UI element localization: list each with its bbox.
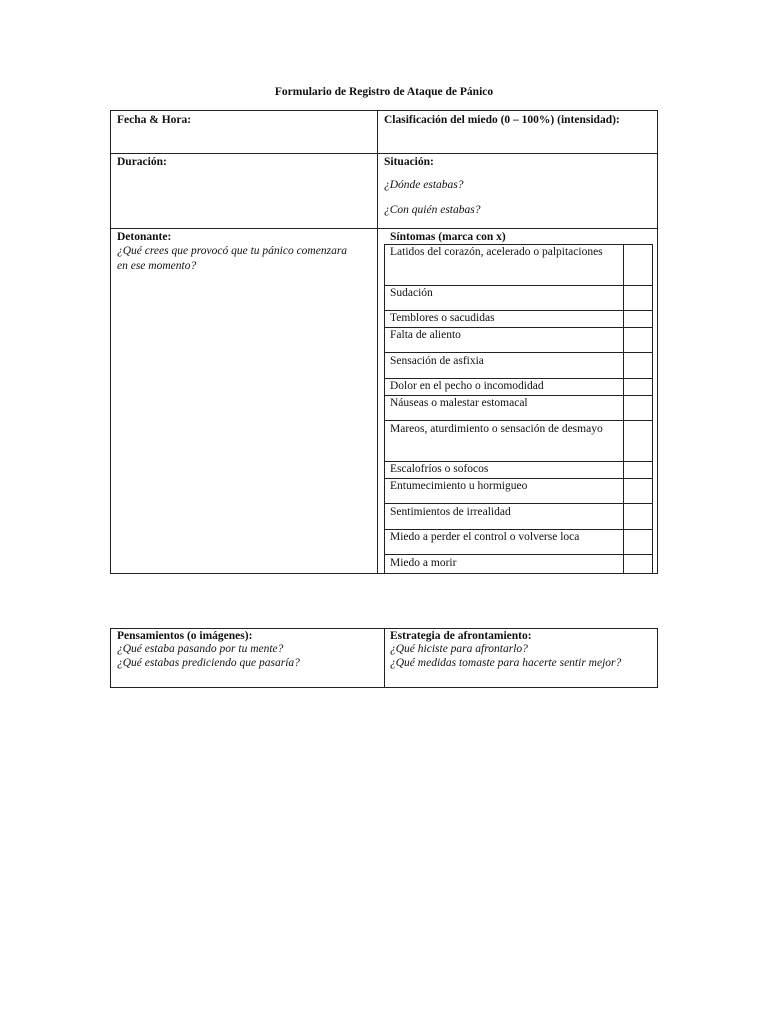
estrategia-question-cope: ¿Qué hiciste para afrontarlo? <box>390 643 528 655</box>
form-title: Formulario de Registro de Ataque de Pánico <box>274 86 494 98</box>
symptom-temblores: Temblores o sacudidas <box>390 312 495 324</box>
symptom-perder-control: Miedo a perder el control o volverse loca <box>390 531 580 543</box>
pensamientos-field[interactable]: Pensamientos (o imágenes): <box>117 630 253 642</box>
symptom-checkbox[interactable] <box>623 555 651 573</box>
column-divider <box>377 110 378 574</box>
symptom-mareos: Mareos, aturdimiento o sensación de desmayo <box>390 423 603 435</box>
symptom-checkbox[interactable] <box>623 379 651 395</box>
fecha-hora-field[interactable]: Fecha & Hora: <box>117 114 192 126</box>
symptom-nauseas: Náuseas o malestar estomacal <box>390 397 528 409</box>
symptom-irrealidad: Sentimientos de irrealidad <box>390 506 511 518</box>
clasificacion-miedo-field[interactable]: Clasificación del miedo (0 – 100%) (intensidad): <box>384 114 620 126</box>
symptom-miedo-morir: Miedo a morir <box>390 557 457 569</box>
sintomas-header: Síntomas (marca con x) <box>390 231 506 243</box>
symptom-checkbox[interactable] <box>623 286 651 310</box>
row-divider <box>110 228 658 229</box>
row-divider <box>110 153 658 154</box>
symptom-checkbox[interactable] <box>623 396 651 420</box>
column-divider <box>384 628 385 688</box>
checkbox-column-divider <box>384 244 385 574</box>
pensamientos-question-predict: ¿Qué estabas prediciendo que pasaría? <box>117 657 300 669</box>
symptom-checkbox[interactable] <box>623 421 651 461</box>
symptom-dolor-pecho: Dolor en el pecho o incomodidad <box>390 380 544 392</box>
symptom-entumecimiento: Entumecimiento u hormigueo <box>390 480 528 492</box>
symptom-palpitaciones: Latidos del corazón, acelerado o palpitaciones <box>390 246 603 258</box>
detonante-question: ¿Qué crees que provocó que tu pánico comenzara en ese momento? <box>117 245 348 272</box>
symptom-row-divider <box>384 352 652 353</box>
pensamientos-question-mind: ¿Qué estaba pasando por tu mente? <box>117 643 284 655</box>
detonante-field[interactable]: Detonante: <box>117 231 172 243</box>
symptom-checkbox[interactable] <box>623 245 651 285</box>
symptom-checkbox[interactable] <box>623 353 651 378</box>
symptom-checkbox[interactable] <box>623 530 651 554</box>
symptom-falta-aliento: Falta de aliento <box>390 329 461 341</box>
symptom-row-divider <box>384 554 652 555</box>
symptom-sudacion: Sudación <box>390 287 433 299</box>
estrategia-field[interactable]: Estrategia de afrontamiento: <box>390 630 532 642</box>
symptom-checkbox[interactable] <box>623 462 651 478</box>
symptom-checkbox[interactable] <box>623 479 651 503</box>
symptom-escalofrios: Escalofríos o sofocos <box>390 463 489 475</box>
situacion-question-who: ¿Con quién estabas? <box>384 204 481 216</box>
situacion-question-where: ¿Dónde estabas? <box>384 179 464 191</box>
symptom-checkbox[interactable] <box>623 311 651 327</box>
duracion-field[interactable]: Duración: <box>117 156 167 168</box>
symptom-row-divider <box>384 420 652 421</box>
symptom-checkbox[interactable] <box>623 328 651 352</box>
checkbox-column-divider <box>652 244 653 574</box>
estrategia-question-measures: ¿Qué medidas tomaste para hacerte sentir mejor? <box>390 657 622 669</box>
symptom-row-divider <box>384 503 652 504</box>
symptom-checkbox[interactable] <box>623 504 651 529</box>
situacion-field[interactable]: Situación: <box>384 156 434 168</box>
symptom-asfixia: Sensación de asfixia <box>390 355 484 367</box>
